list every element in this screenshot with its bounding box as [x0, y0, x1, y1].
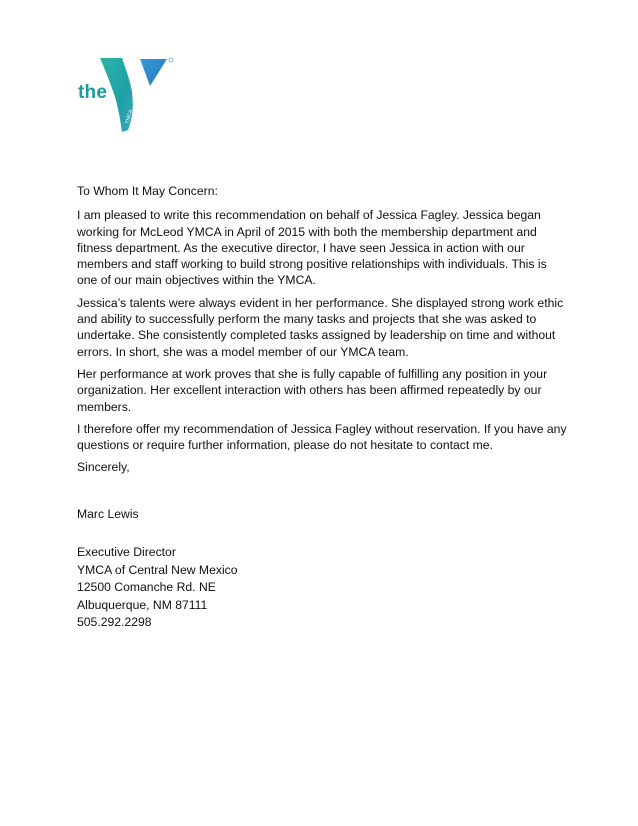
- letter-paragraph-2: Jessica’s talents were always evident in her performance. She displayed strong work ethic and ability to successfully perform the many tasks and projects that she was asked to undertake. She consistently completed tasks assigned by leadership on time and without errors. In short, she was a model member of our YMCA team.: [77, 295, 564, 359]
- signer-organization: YMCA of Central New Mexico: [77, 562, 238, 577]
- letter-closing: Sincerely,: [77, 460, 130, 475]
- letter-paragraph-3: Her performance at work proves that she is fully capable of fulfilling any position in your organization. Her excellent interaction with others has been affirmed repeatedly by our members.: [77, 366, 548, 414]
- logo-ymca-text: YMCA: [124, 109, 135, 125]
- logo-word-the: the: [78, 82, 108, 103]
- signer-title: Executive Director: [77, 545, 176, 560]
- letter-paragraph-1: I am pleased to write this recommendation on behalf of Jessica Fagley. Jessica began working for McLeod YMCA in April of 2015 with both the membership department and fitness department. As the executive director, I have seen Jessica in action with our members and staff working to build strong positive relationships with individuals. This is one of our main objectives within the YMCA.: [77, 208, 547, 288]
- phone-number: 505.292.2298: [77, 615, 152, 630]
- signer-name: Marc Lewis: [77, 506, 139, 521]
- ymca-y-mark-icon: [72, 52, 177, 134]
- letter-paragraph-4: I therefore offer my recommendation of Jessica Fagley without reservation. If you have any questions or require further information, please do not hesitate to contact me.: [77, 421, 567, 453]
- ymca-logo: [72, 52, 177, 134]
- signature-block: [77, 544, 567, 632]
- address-street: 12500 Comanche Rd. NE: [77, 580, 216, 595]
- address-city: Albuquerque, NM 87111: [77, 597, 208, 612]
- letter-greeting: To Whom It May Concern:: [77, 184, 218, 198]
- recommendation-letter: [77, 183, 567, 632]
